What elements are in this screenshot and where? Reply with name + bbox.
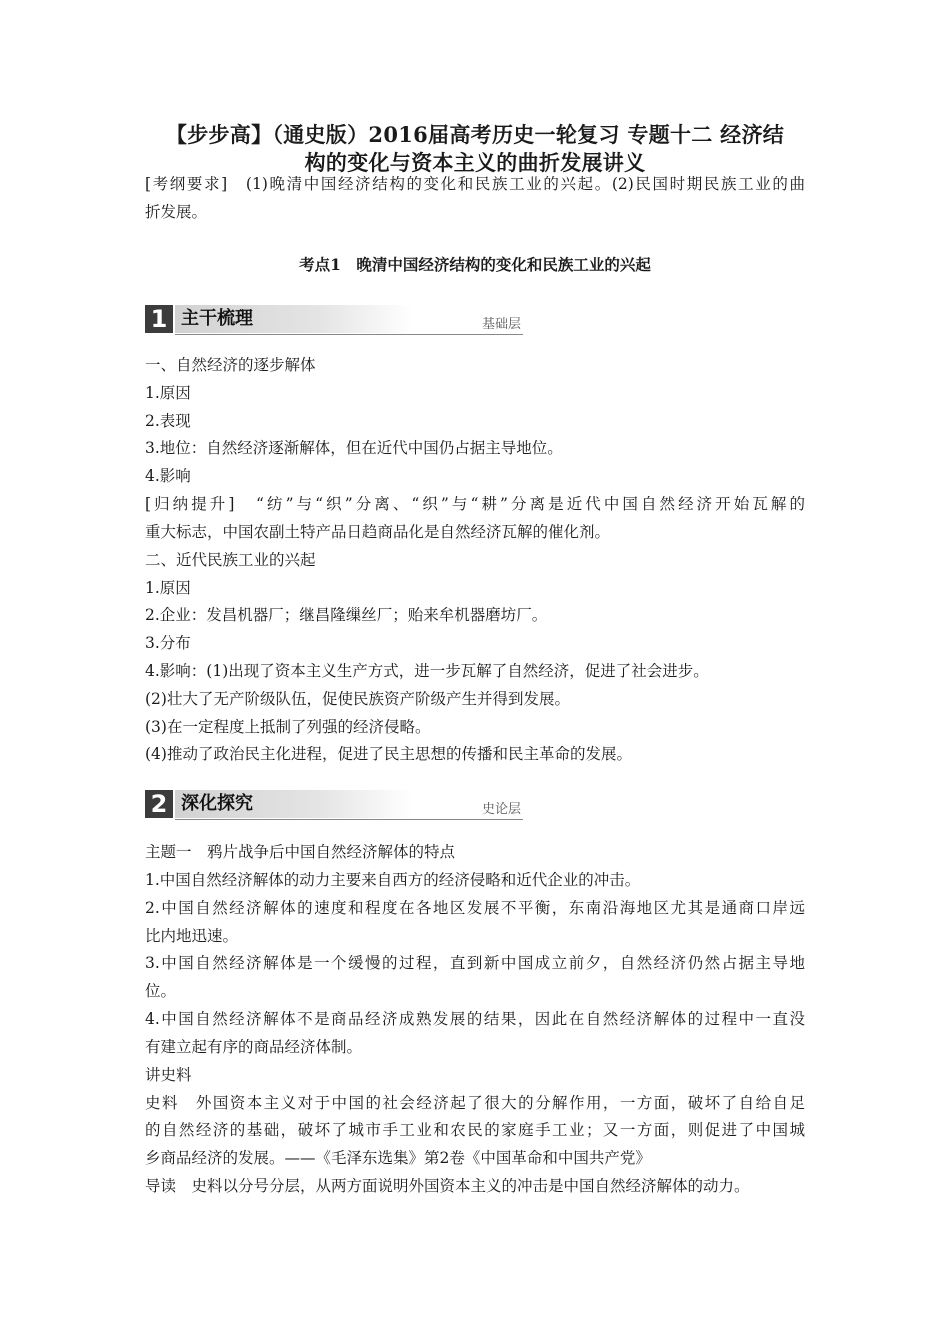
text-line: 1.原因 [145,384,191,402]
text-line: 一、自然经济的逐步解体 [145,356,316,374]
banner-underline [175,819,523,820]
document-title [120,121,830,177]
text-line: 1.原因 [145,579,191,597]
section-label: 深化探究 [181,793,253,814]
text-line: 乡商品经济的发展。——《毛泽东选集》第2卷《中国革命和中国共产党》 [145,1149,651,1167]
section-banner-advanced [145,790,523,820]
section-number-badge: 2 [145,790,173,818]
section-number-badge: 1 [145,305,173,333]
text-line: 的自然经济的基础，破坏了城市手工业和农民的家庭手工业；又一方面，则促进了中国城 [145,1121,805,1139]
text-line: 主题一 鸦片战争后中国自然经济解体的特点 [145,843,456,861]
text-line: 3.分布 [145,634,191,652]
text-line: (4)推动了政治民主化进程，促进了民主思想的传播和民主革命的发展。 [145,745,632,763]
text-line: 二、近代民族工业的兴起 [145,551,316,569]
section-banner-basic [145,305,523,335]
text-line: 3.中国自然经济解体是一个缓慢的过程，直到新中国成立前夕，自然经济仍然占据主导地 [145,954,805,972]
text-line: 重大标志，中国农副土特产品日趋商品化是自然经济瓦解的催化剂。 [145,523,611,541]
title-line-2: 构的变化与资本主义的曲折发展讲义 [304,150,646,175]
text-line: 2.企业：发昌机器厂；继昌隆缫丝厂；贻来牟机器磨坊厂。 [145,606,548,624]
text-line: [归纳提升] “纺”与“织”分离、“织”与“耕”分离是近代中国自然经济开始瓦解的 [145,495,805,513]
text-line: 导读 史料以分号分层，从两方面说明外国资本主义的冲击是中国自然经济解体的动力。 [145,1177,750,1195]
text-line: 4.影响 [145,467,191,485]
section-level-tag: 基础层 [481,317,521,332]
text-line: 4.中国自然经济解体不是商品经济成熟发展的结果，因此在自然经济解体的过程中一直没 [145,1010,805,1028]
text-line: 有建立起有序的商品经济体制。 [145,1038,363,1056]
exam-requirements-line-2: 折发展。 [145,203,208,221]
text-line: 比内地迅速。 [145,927,239,945]
section-label: 主干梳理 [181,308,253,329]
text-line: 1.中国自然经济解体的动力主要来自西方的经济侵略和近代企业的冲击。 [145,871,641,889]
text-line: 3.地位：自然经济逐渐解体，但在近代中国仍占据主导地位。 [145,439,563,457]
text-line: 史料 外国资本主义对于中国的社会经济起了很大的分解作用，一方面，破坏了自给自足 [145,1094,805,1112]
title-line-1: 【步步高】（通史版）2016届高考历史一轮复习 专题十二 经济结 [165,122,785,147]
text-line: (3)在一定程度上抵制了列强的经济侵略。 [145,718,431,736]
text-line: 2.中国自然经济解体的速度和程度在各地区发展不平衡，东南沿海地区尤其是通商口岸远 [145,899,805,917]
exam-requirements-line-1: [考纲要求] (1)晚清中国经济结构的变化和民族工业的兴起。(2)民国时期民族工业的曲 [145,175,805,193]
key-point-heading: 考点1 晚清中国经济结构的变化和民族工业的兴起 [299,255,651,274]
text-line: 位。 [145,982,177,1000]
text-line: 4.影响：(1)出现了资本主义生产方式，进一步瓦解了自然经济，促进了社会进步。 [145,662,709,680]
text-line: (2)壮大了无产阶级队伍，促使民族资产阶级产生并得到发展。 [145,690,570,708]
text-line: 讲史料 [145,1066,192,1084]
section-level-tag: 史论层 [481,802,521,817]
text-line: 2.表现 [145,412,191,430]
banner-underline [175,334,523,335]
